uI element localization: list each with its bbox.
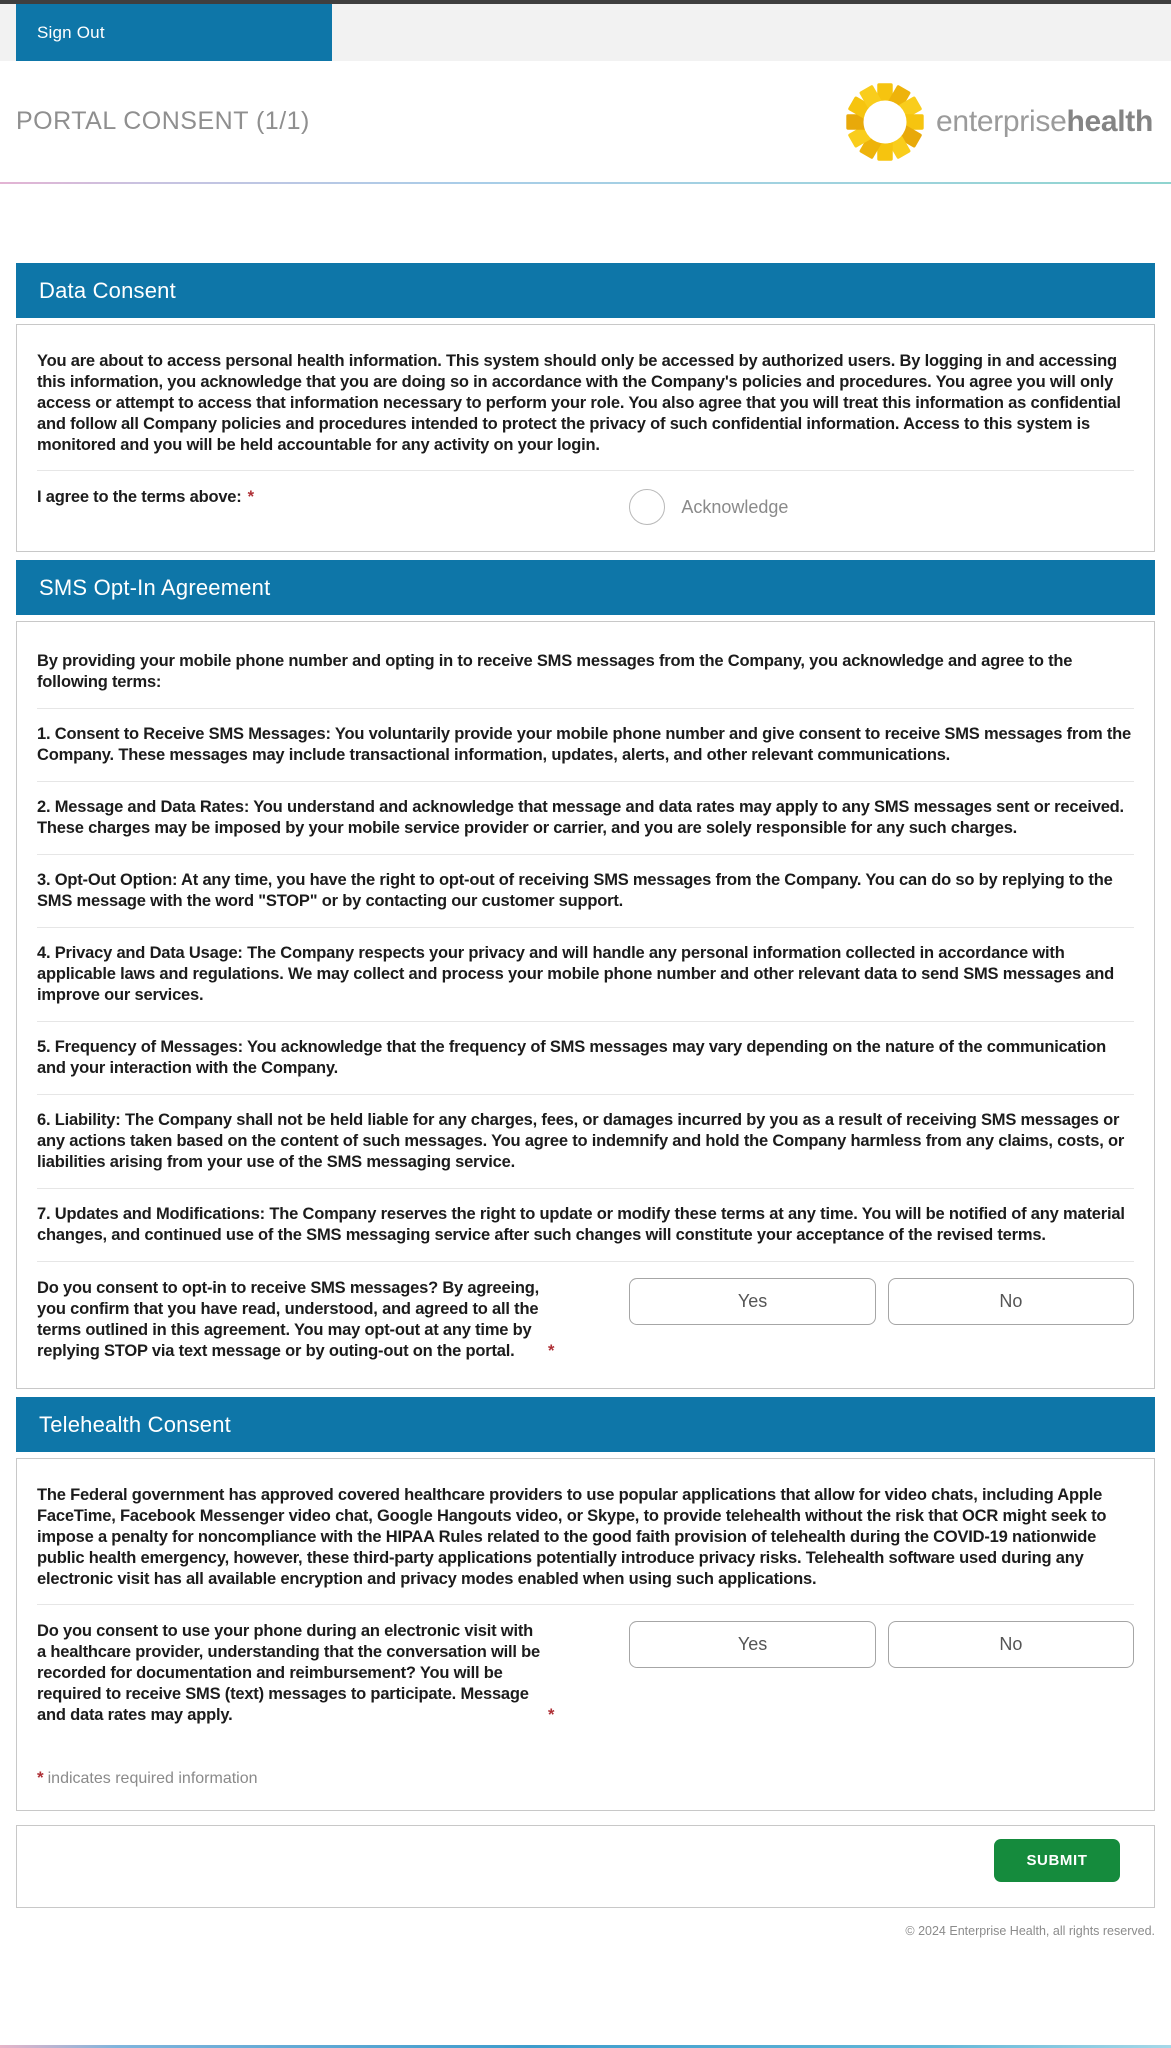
sms-term-4: 4. Privacy and Data Usage: The Company respects your privacy and will handle any personal information collected in accordance with applicable laws and regulations. We may collect and process your mobile phone number and other relevant data to send SMS messages and improve our services. [37, 944, 1115, 1004]
data-consent-question-row [37, 471, 1134, 537]
logo-text-health: health [1066, 104, 1153, 138]
required-asterisk: * [548, 1706, 555, 1724]
tab-row [0, 4, 1171, 61]
sunflower-ring-icon [842, 79, 928, 165]
sms-opt-in-header: SMS Opt-In Agreement [16, 560, 1155, 615]
sms-yes-button[interactable]: Yes [629, 1278, 875, 1325]
sms-term-3: 3. Opt-Out Option: At any time, you have the right to opt-out of receiving SMS messages from the Company. You can do so by replying to the SMS message with the word "STOP" or by contacting our customer support. [37, 871, 1113, 910]
acknowledge-control [629, 487, 1134, 525]
sms-opt-in-body [16, 621, 1155, 1389]
agree-question-label [37, 487, 629, 508]
required-asterisk: * [247, 488, 254, 506]
logo-wordmark [936, 105, 1153, 139]
sms-intro-text: By providing your mobile phone number and opting in to receive SMS messages from the Company, you acknowledge and agree to the following terms: [37, 652, 1073, 691]
data-consent-text: You are about to access personal health information. This system should only be accessed by authorized users. By logging in and accessing this information, you acknowledge that you are doing so in accordance with the Company's policies and procedures. You agree you will only access or attempt to access that information necessary to perform your role. You also agree that you will treat this information as confidential and follow all Company policies and procedures intended to protect the privacy of such confidential information. Access to this system is monitored and you will be held accountable for any activity on your login. [37, 352, 1121, 454]
section-telehealth-consent [16, 1397, 1155, 1811]
acknowledge-radio[interactable] [629, 489, 665, 525]
sign-out-button[interactable]: Sign Out [16, 4, 332, 61]
telehealth-question-row [37, 1605, 1134, 1738]
sms-term-5: 5. Frequency of Messages: You acknowledge that the frequency of SMS messages may vary depending on the nature of the communication and your interaction with the Company. [37, 1038, 1107, 1077]
telehealth-yes-button[interactable]: Yes [629, 1621, 875, 1668]
sms-term-1: 1. Consent to Receive SMS Messages: You voluntarily provide your mobile phone number and give consent to receive SMS messages from the Company. These messages may include transactional information, updates, alerts, and other relevant communications. [37, 725, 1131, 764]
telehealth-choice-buttons [629, 1621, 1134, 1668]
submit-button[interactable]: SUBMIT [994, 1839, 1120, 1882]
required-asterisk: * [37, 1768, 44, 1787]
agree-question-text: I agree to the terms above: [37, 488, 242, 506]
telehealth-text: The Federal government has approved covered healthcare providers to use popular applications that allow for video chats, including Apple FaceTime, Facebook Messenger video chat, Google Hangouts video, or Skype, to provide telehealth without the risk that OCR might seek to impose a penalty for noncompliance with the HIPAA Rules related to the good faith provision of telehealth during the COVID-19 nationwide public health emergency, however, these third-party applications potentially introduce privacy risks. Telehealth software used during any electronic visit has all available encryption and privacy modes enabled when using such applications. [37, 1486, 1107, 1588]
telehealth-no-button[interactable]: No [888, 1621, 1134, 1668]
sms-question-row [37, 1262, 1134, 1374]
telehealth-header: Telehealth Consent [16, 1397, 1155, 1452]
sms-term-2: 2. Message and Data Rates: You understand and acknowledge that message and data rates may apply to any SMS messages sent or received. These charges may be imposed by your mobile service provider or carrier, and you are solely responsible for any such charges. [37, 798, 1124, 837]
required-note-text: indicates required information [47, 1770, 258, 1787]
section-sms-opt-in [16, 560, 1155, 1389]
sms-no-button[interactable]: No [888, 1278, 1134, 1325]
telehealth-question-text: Do you consent to use your phone during an electronic visit with a healthcare provider, understanding that the conversation will be recorded for documentation and reimbursement? You will be required to receive SMS (text) messages to participate. Message and data rates may apply. [37, 1622, 540, 1724]
telehealth-question-label [37, 1621, 629, 1726]
sms-choice-buttons [629, 1278, 1134, 1325]
sms-term-7: 7. Updates and Modifications: The Company reserves the right to update or modify these terms at any time. You will be notified of any material changes, and continued use of the SMS messaging service after such changes will constitute your acceptance of the revised terms. [37, 1205, 1125, 1244]
data-consent-body [16, 324, 1155, 552]
sms-question-text: Do you consent to opt-in to receive SMS messages? By agreeing, you confirm that you have read, understood, and agreed to all the terms outlined in this agreement. You may opt-out at any time by replying STOP via text message or by outing-out on the portal. [37, 1279, 539, 1360]
page-title: PORTAL CONSENT (1/1) [16, 107, 310, 135]
required-information-note [37, 1738, 1134, 1796]
main-content [0, 184, 1171, 1938]
footer-copyright: © 2024 Enterprise Health, all rights reserved. [905, 1924, 1155, 1938]
sms-term-6: 6. Liability: The Company shall not be held liable for any charges, fees, or damages incurred by you as a result of receiving SMS messages or any actions taken based on the content of such messages. You agree to indemnify and hold the Company harmless from any claims, costs, or liabilities arising from your use of the SMS messaging service. [37, 1111, 1125, 1171]
section-data-consent [16, 263, 1155, 552]
acknowledge-label: Acknowledge [681, 496, 789, 517]
telehealth-body [16, 1458, 1155, 1811]
submit-section [16, 1825, 1155, 1908]
enterprise-health-logo [842, 79, 1153, 165]
sms-question-label [37, 1278, 629, 1362]
page-header [0, 61, 1171, 182]
logo-text-enterprise: enterprise [936, 104, 1067, 138]
data-consent-header: Data Consent [16, 263, 1155, 318]
required-asterisk: * [548, 1342, 555, 1360]
